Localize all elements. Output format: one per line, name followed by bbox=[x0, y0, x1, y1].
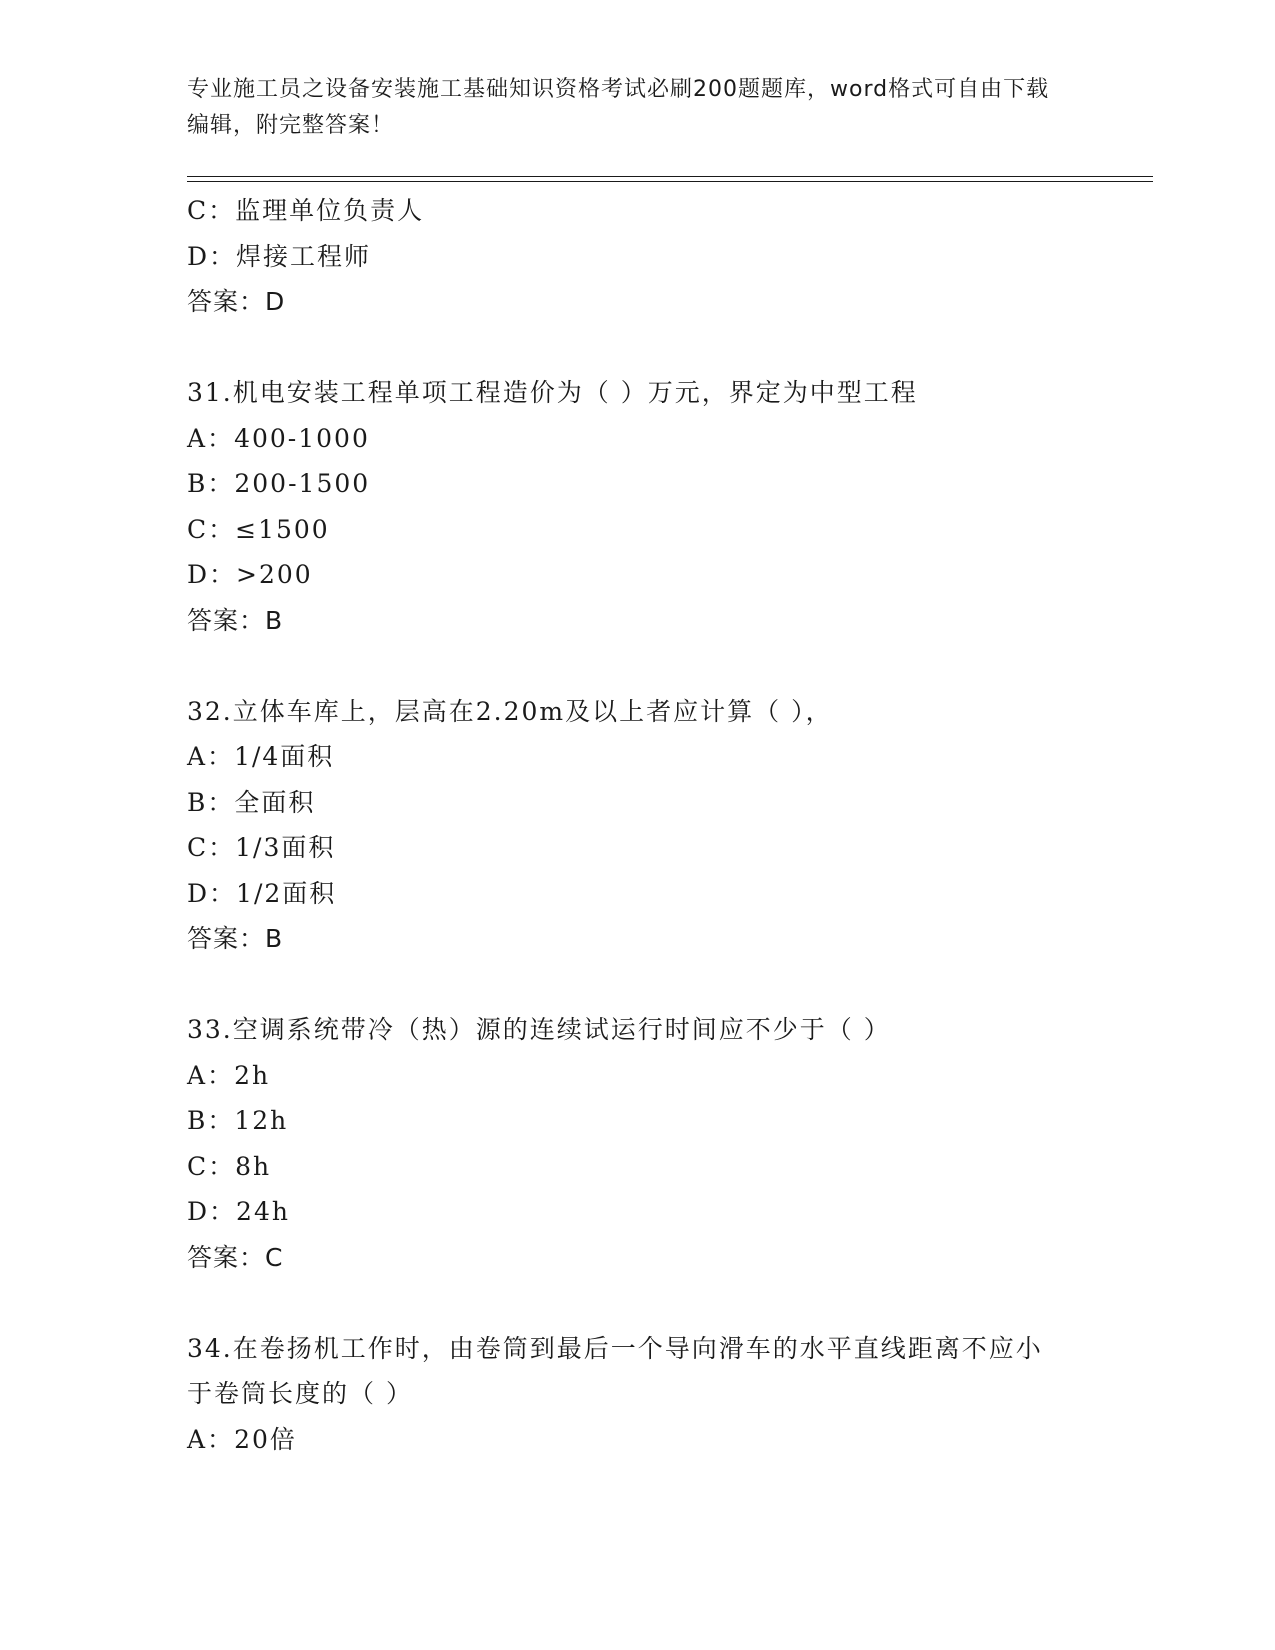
option-label: D： bbox=[187, 878, 237, 908]
option-label: A： bbox=[187, 742, 235, 771]
option-text: 1/3面积 bbox=[235, 833, 336, 862]
question-stem: 34.在卷扬机工作时，由卷筒到最后一个导向滑车的水平直线距离不应小于卷筒长度的（ ） bbox=[187, 1333, 1043, 1408]
option-label: A： bbox=[187, 423, 235, 453]
spacer bbox=[187, 962, 1087, 1008]
option-line bbox=[187, 780, 1087, 826]
option-text: 20倍 bbox=[234, 1424, 297, 1454]
option-line bbox=[187, 1144, 1087, 1190]
option-text: 12h bbox=[234, 1106, 289, 1135]
option-text: 8h bbox=[235, 1151, 272, 1181]
option-label: B： bbox=[187, 469, 235, 498]
option-line bbox=[187, 1053, 1087, 1099]
question-stem: 33.空调系统带冷（热）源的连续试运行时间应不少于（ ） bbox=[187, 1015, 891, 1044]
option-line bbox=[187, 188, 1087, 234]
option-line bbox=[187, 507, 1087, 553]
option-line bbox=[187, 1189, 1087, 1235]
option-line bbox=[187, 871, 1087, 917]
option-label: D： bbox=[187, 560, 237, 589]
option-label: A： bbox=[187, 1424, 235, 1454]
option-text: >200 bbox=[236, 560, 313, 589]
option-label: C： bbox=[187, 196, 236, 225]
option-text: 24h bbox=[236, 1197, 290, 1226]
option-text: 200-1500 bbox=[234, 469, 371, 498]
answer-line: 答案：B bbox=[187, 605, 284, 635]
option-line bbox=[187, 1417, 1087, 1463]
option-label: B： bbox=[187, 787, 235, 817]
option-text: 400-1000 bbox=[234, 423, 370, 453]
answer-line: 答案：B bbox=[187, 924, 284, 953]
option-label: A： bbox=[187, 1060, 235, 1090]
question-stem: 32.立体车库上，层高在2.20m及以上者应计算（ ）， bbox=[187, 696, 833, 726]
option-text: 1/2面积 bbox=[236, 878, 337, 908]
option-line bbox=[187, 825, 1087, 871]
option-text: 1/4面积 bbox=[234, 742, 335, 771]
option-label: D： bbox=[187, 1197, 237, 1226]
option-line bbox=[187, 416, 1087, 462]
option-text: 2h bbox=[234, 1060, 271, 1090]
option-text: 监理单位负责人 bbox=[235, 196, 425, 225]
option-line bbox=[187, 734, 1087, 780]
option-line bbox=[187, 1098, 1087, 1144]
option-line bbox=[187, 552, 1087, 598]
option-label: B： bbox=[187, 1106, 235, 1135]
option-label: C： bbox=[187, 514, 236, 544]
option-text: 全面积 bbox=[234, 787, 316, 817]
document-header: 专业施工员之设备安装施工基础知识资格考试必刷200题题库，word格式可自由下载编辑，附完整答案！ bbox=[187, 77, 1050, 138]
option-label: D： bbox=[187, 241, 237, 271]
answer-line: 答案：D bbox=[187, 287, 286, 316]
spacer bbox=[187, 325, 1087, 371]
option-label: C： bbox=[187, 1151, 236, 1181]
answer-line: 答案：C bbox=[187, 1242, 284, 1272]
spacer bbox=[187, 1280, 1087, 1326]
spacer bbox=[187, 643, 1087, 689]
question-list bbox=[187, 188, 1087, 1462]
header-rule-thin bbox=[187, 176, 1153, 177]
header-rule-thick bbox=[187, 181, 1153, 182]
option-text: ≤1500 bbox=[235, 514, 330, 544]
option-line bbox=[187, 461, 1087, 507]
option-label: C： bbox=[187, 833, 236, 862]
option-line bbox=[187, 234, 1087, 280]
question-stem: 31.机电安装工程单项工程造价为（ ）万元，界定为中型工程 bbox=[187, 378, 918, 407]
option-text: 焊接工程师 bbox=[236, 241, 372, 271]
